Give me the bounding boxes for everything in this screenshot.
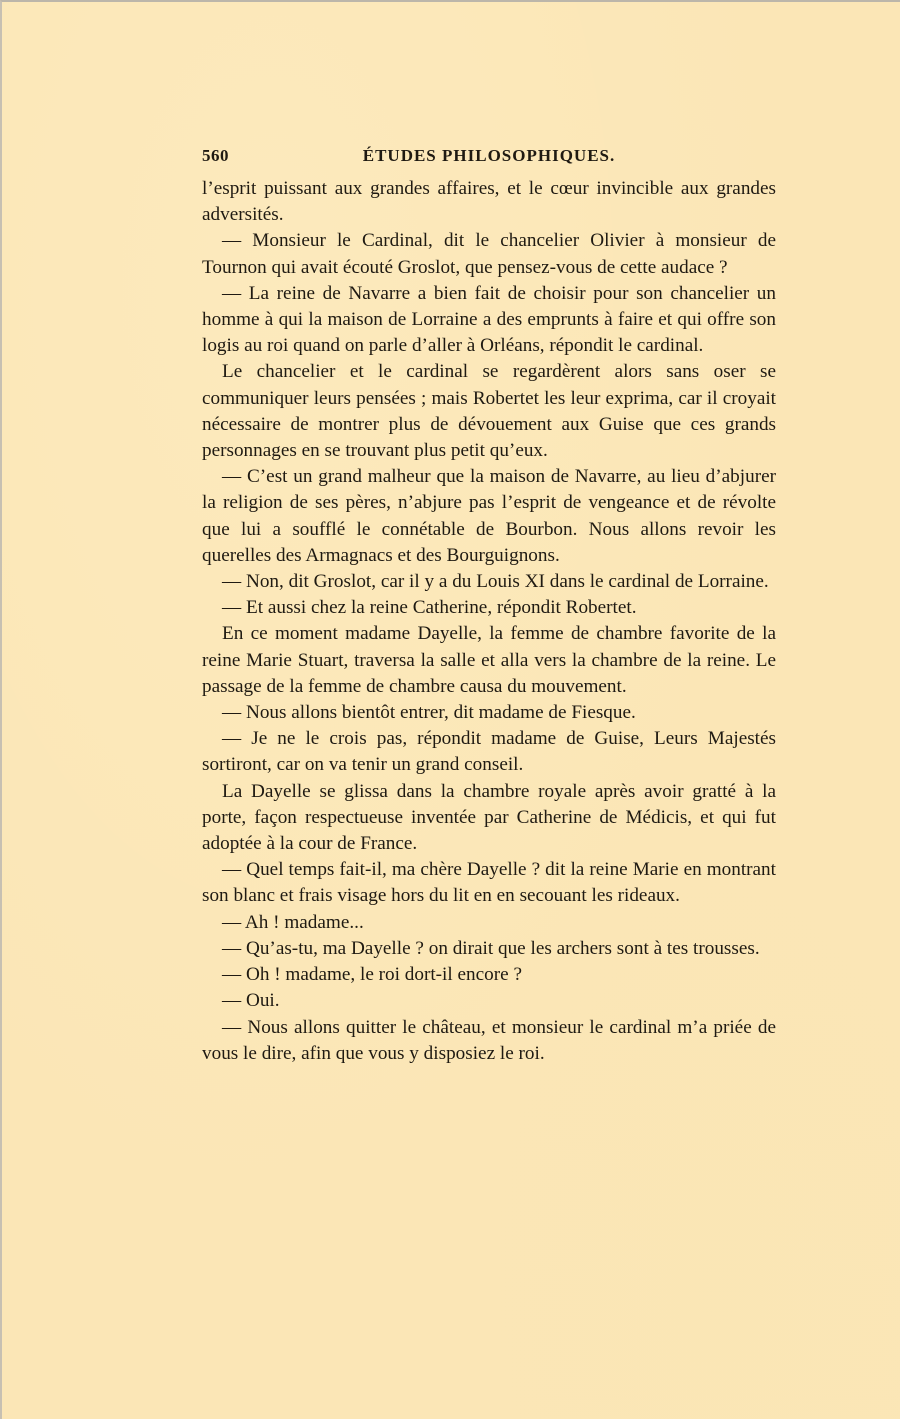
body-text xyxy=(202,176,776,1067)
paragraph: — Non, dit Groslot, car il y a du Louis XI dans le cardinal de Lorraine. xyxy=(222,571,769,593)
paragraph: — Oui. xyxy=(222,990,280,1012)
page-header xyxy=(202,146,776,172)
paragraph: — Monsieur le Cardinal, dit le chancelier Olivier à monsieur de Tournon qui avait écouté Groslot, que pensez-vous de cette audace ? xyxy=(202,230,776,278)
paragraph: La Dayelle se glissa dans la chambre royale après avoir gratté à la porte, façon respectueuse inventée par Catherine de Médicis, et qui fut adoptée à la cour de France. xyxy=(202,780,776,855)
paragraph: — Qu’as-tu, ma Dayelle ? on dirait que les archers sont à tes trousses. xyxy=(222,937,760,959)
paragraph: En ce moment madame Dayelle, la femme de chambre favorite de la reine Marie Stuart, traversa la salle et alla vers la chambre de la reine. Le passage de la femme de chambre causa du mouvement. xyxy=(202,623,776,697)
paragraph: — Quel temps fait-il, ma chère Dayelle ? dit la reine Marie en montrant son blanc et frais visage hors du lit en en secouant les rideaux. xyxy=(202,859,776,907)
paragraph: — Nous allons bientôt entrer, dit madame de Fiesque. xyxy=(222,702,636,724)
paragraph: — C’est un grand malheur que la maison de Navarre, au lieu d’abjurer la religion de ses pères, n’abjure pas l’esprit de vengeance et de révolte que lui a soufflé le connétable de Bourbon. Nous allons revoir les querelles des Armagnacs et des Bourguignons. xyxy=(202,466,776,566)
paragraph: — Je ne le crois pas, répondit madame de Guise, Leurs Majestés sortiront, car on va tenir un grand conseil. xyxy=(202,728,776,776)
paragraph: — La reine de Navarre a bien fait de choisir pour son chancelier un homme à qui la maison de Lorraine a des emprunts à faire et qui offre son logis au roi quand on parle d’aller à Orléans, répondit le cardinal. xyxy=(202,282,776,357)
paragraph: — Et aussi chez la reine Catherine, répondit Robertet. xyxy=(222,597,637,619)
paragraph: — Oh ! madame, le roi dort-il encore ? xyxy=(222,964,522,986)
paragraph: Le chancelier et le cardinal se regardèrent alors sans oser se communiquer leurs pensées ; mais Robertet les leur exprima, car il croyait nécessaire de montrer plus de dévouement aux Guise que ces grands personnages en se trouvant plus petit qu’eux. xyxy=(202,361,776,462)
paragraph: l’esprit puissant aux grandes affaires, et le cœur invincible aux grandes adversités. xyxy=(202,178,776,226)
paragraph: — Ah ! madame... xyxy=(222,911,364,933)
page-number: 560 xyxy=(202,146,229,165)
running-title: ÉTUDES PHILOSOPHIQUES. xyxy=(362,146,616,165)
paragraph: — Nous allons quitter le château, et monsieur le cardinal m’a priée de vous le dire, afin que vous y disposiez le roi. xyxy=(202,1016,776,1064)
